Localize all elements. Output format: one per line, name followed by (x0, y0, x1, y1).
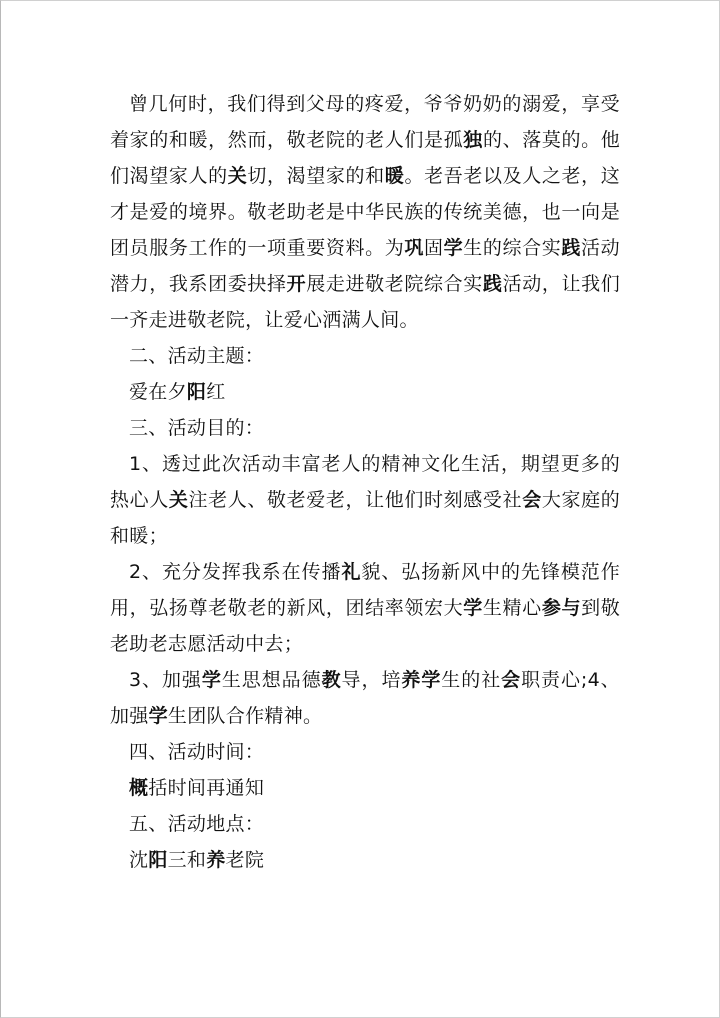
purpose-heading: 三、活动目的： (129, 417, 265, 439)
bold-run: 学 (201, 669, 222, 691)
text-run: 的、落莫的。他们渴望家人的 (110, 129, 620, 187)
bold-run: 学 (443, 237, 464, 259)
bold-run: 养学 (401, 669, 442, 691)
bold-run: 养 (206, 849, 226, 871)
text-run: 展走进敬老院综合实 (306, 273, 483, 295)
text-run: 导，培 (341, 669, 402, 691)
bold-run: 学 (463, 597, 483, 619)
purpose-item-1 (110, 446, 620, 554)
text-run: 括时间再通知 (148, 777, 265, 799)
bold-run: 践 (561, 237, 581, 259)
bold-run: 阳 (148, 849, 168, 871)
text-run: 生团队合作精神。 (167, 705, 323, 727)
bold-run: 会 (501, 669, 522, 691)
purpose-item-2 (110, 554, 620, 662)
text-run: 大家庭的和暖； (110, 489, 621, 547)
text-run: 沈 (129, 849, 149, 871)
text-run: 注老人、敬老爱老，让他们时刻感受社 (188, 489, 523, 511)
bold-run: 阳 (186, 381, 207, 403)
bold-run: 暖 (384, 165, 405, 187)
text-run: 活动，让我们一齐走进敬老院，让爱心洒满人间。 (110, 273, 620, 331)
text-run: 固 (424, 237, 444, 259)
bold-run: 教 (321, 669, 342, 691)
text-run: 生思想品德 (221, 669, 322, 691)
text-run: 曾几何时，我们得到父母的疼爱，爷爷奶奶的溺爱，享受着家的和暖，然而，敬老院的老人们是孤 (110, 93, 620, 151)
text-run: 三和 (167, 849, 207, 871)
location-value (110, 842, 620, 878)
bold-run: 学 (148, 705, 168, 727)
text-run: 职责心;4、加强 (110, 669, 620, 727)
bold-run: 概 (129, 777, 149, 799)
bold-run: 参与 (541, 597, 582, 619)
text-run: 老院 (225, 849, 265, 871)
text-run: 生的社 (441, 669, 502, 691)
text-run: 到敬老助老志愿活动中去； (110, 597, 621, 655)
time-value (110, 770, 620, 806)
bold-run: 独 (463, 129, 483, 151)
bold-run: 会 (522, 489, 542, 511)
bold-run: 关 (168, 489, 189, 511)
theme-value (110, 374, 620, 410)
bold-run: 开 (286, 273, 307, 295)
text-run: 2、充分发挥我系在传播 (129, 561, 342, 583)
text-run: 貌、弘扬新风中的先锋模范作用，弘扬尊老敬老的新风，团结率领宏大 (110, 561, 621, 619)
bold-run: 践 (482, 273, 503, 295)
text-run: 切，渴望家的和 (247, 165, 385, 187)
bold-run: 关 (227, 165, 248, 187)
bold-run: 礼 (341, 561, 362, 583)
intro-paragraph (110, 86, 620, 338)
text-run: 红 (206, 381, 226, 403)
text-run: 生精心 (482, 597, 542, 619)
document-body (110, 86, 620, 878)
text-run: 3、加强 (129, 669, 202, 691)
purpose-item-3 (110, 662, 620, 734)
text-run: 1、透过此次活动丰富老人的精神文化生活，期望更多的热心人 (110, 453, 620, 511)
text-run: 爱在夕 (129, 381, 187, 403)
theme-heading: 二、活动主题： (129, 345, 265, 367)
text-run: 活动潜力，我系团委抉择 (110, 237, 620, 295)
location-heading: 五、活动地点： (129, 813, 265, 835)
text-run: 。老吾老以及人之老，这才是爱的境界。敬老助老是中华民族的传统美德，也一向是团员服务工作的一项重要资料。为 (110, 165, 620, 259)
bold-run: 巩 (404, 237, 424, 259)
time-heading: 四、活动时间： (129, 741, 265, 763)
text-run: 生的综合实 (463, 237, 562, 259)
